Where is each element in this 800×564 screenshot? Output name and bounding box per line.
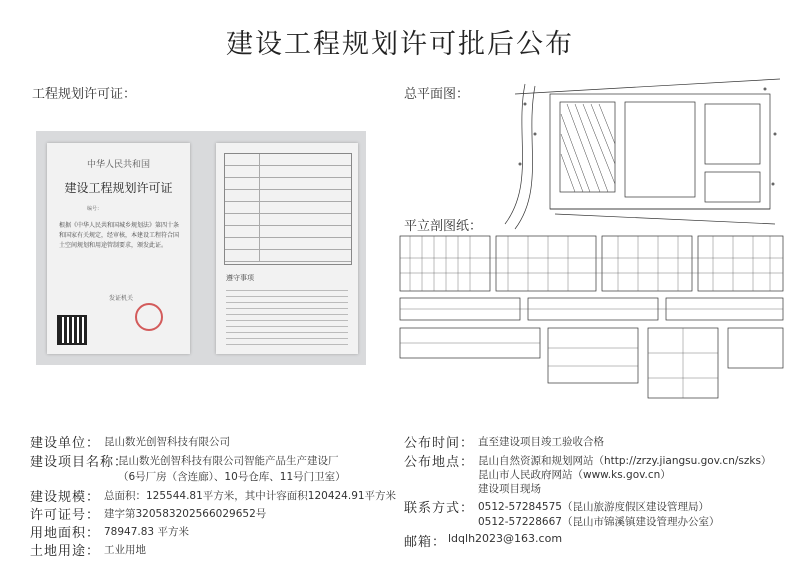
- permit-certificate-photo: [36, 131, 366, 365]
- land-use-value: 工业用地: [104, 544, 146, 556]
- permit-country: 中华人民共和国: [86, 160, 150, 170]
- permit-number-value: 建字第320583202566029652号: [104, 508, 267, 520]
- elevation-label: 平立剖图纸：: [404, 219, 483, 234]
- permit-notes-title: 遵守事项: [226, 274, 254, 282]
- builder-label: 建设单位：: [30, 436, 101, 451]
- qr-code-icon: [59, 317, 85, 343]
- publish-place-label: 公布地点：: [404, 455, 475, 470]
- permit-number-label-info: 许可证号：: [30, 508, 101, 523]
- page-title: 建设工程规划许可批后公布: [226, 29, 574, 60]
- publish-place-value: 昆山自然资源和规划网站（http://zrzy.jiangsu.gov.cn/szks）: [478, 455, 772, 467]
- permit-number-label: 编号：: [87, 206, 103, 212]
- permit-title: 建设工程规划许可证: [64, 181, 173, 195]
- builder-value: 昆山数光创智科技有限公司: [104, 436, 230, 448]
- red-seal-stamp: [135, 303, 163, 331]
- site-plan-drawing: [495, 74, 785, 234]
- elevation-section-drawings: [398, 228, 788, 408]
- project-name-value-line2: （6号厂房（含连廊）、10号仓库、11号门卫室）: [118, 471, 346, 483]
- permit-cover-page: [47, 143, 190, 354]
- land-area-value: 78947.83 平方米: [104, 526, 189, 538]
- scale-value: 总面积：125544.81平方米，其中计容面积120424.91平方米: [104, 490, 397, 502]
- publish-place-value-line3: 建设项目现场: [478, 483, 541, 495]
- site-plan-label: 总平面图：: [404, 87, 470, 102]
- permit-section-label: 工程规划许可证：: [32, 87, 137, 102]
- publish-time-value: 直至建设项目竣工验收合格: [478, 436, 604, 448]
- project-name-label: 建设项目名称：: [30, 455, 129, 470]
- email-value: ldqlh2023@163.com: [448, 532, 563, 545]
- project-name-value: 昆山数光创智科技有限公司智能产品生产建设厂: [118, 455, 339, 467]
- permit-body-text: 根据《中华人民共和国城乡规划法》第四十条和国家有关规定，经审核，本建设工程符合国土空间规划和用途管制要求，颁发此证。: [59, 222, 180, 249]
- contact-value: 0512-57284575（昆山旅游度假区建设管理局）: [478, 501, 709, 513]
- permit-detail-page: [216, 143, 358, 354]
- permit-notes-text: [226, 285, 348, 345]
- publish-place-value-line2: 昆山市人民政府网站（www.ks.gov.cn）: [478, 469, 671, 481]
- email-label: 邮箱：: [404, 535, 447, 550]
- land-use-label: 土地用途：: [30, 544, 101, 559]
- permit-detail-table: [224, 153, 352, 265]
- publish-time-label: 公布时间：: [404, 436, 475, 451]
- contact-label: 联系方式：: [404, 501, 475, 516]
- land-area-label: 用地面积：: [30, 526, 101, 541]
- permit-issuer: 发证机关: [109, 295, 134, 302]
- contact-value-line2: 0512-57228667（昆山市锦溪镇建设管理办公室）: [478, 516, 720, 528]
- scale-label: 建设规模：: [30, 490, 101, 505]
